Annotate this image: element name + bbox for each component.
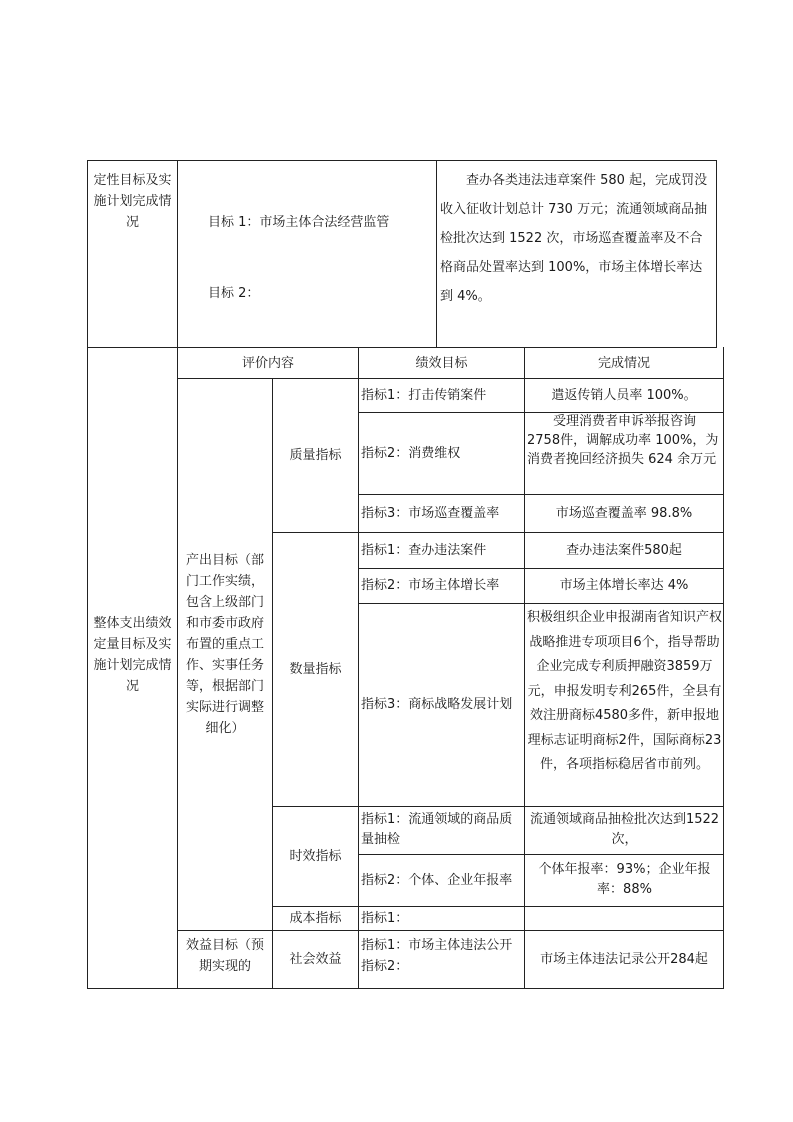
indicator-q2: 指标2：消费维权 [361,445,461,461]
result-n3: 积极组织企业申报湖南省知识产权战略推进专项项目6个，指导帮助企业完成专利质押融资3859万元，申报发明专利265件，全县有效注册商标4580多件，新申报地理标志证明商标2件，国际商标23件，各项指标稳居省市前列。 [527,610,723,772]
qualitative-label: 定性目标及实施计划完成情况 [93,173,172,230]
header-content: 评价内容 [241,355,294,371]
header-result: 完成情况 [597,355,650,371]
benefit-goal: 效益目标（预期实现的 [185,938,264,974]
indicator-s1: 指标1：市场主体违法公开 [361,938,513,953]
qualitative-result: 查办各类违法违章案件 580 起，完成罚没收入征收计划总计 730 万元；流通领域商品抽检批次达到 1522 次，市场巡查覆盖率及不合格商品处置率达到 100%，市场主体增长率达到 4%。 [440,173,708,304]
indicator-n2: 指标2：市场主体增长率 [361,578,500,593]
section-label: 整体支出绩效定量目标及实施计划完成情况 [93,616,172,694]
indicator-q1: 指标1：打击传销案件 [361,387,487,403]
category-cost: 成本指标 [289,910,342,926]
indicator-s2: 指标2： [361,959,409,974]
indicator-n3: 指标3：商标战略发展计划 [361,697,513,712]
category-quality: 质量指标 [289,447,342,463]
indicator-t2: 指标2：个体、企业年报率 [361,872,513,888]
result-q1: 遣返传销人员率 100%。 [551,387,697,403]
indicator-n1: 指标1：查办违法案件 [361,542,487,558]
category-quantity: 数量指标 [289,661,342,677]
header-target: 绩效目标 [415,355,468,371]
result-q2: 受理消费者申诉举报咨询2758件，调解成功率 100%，为消费者挽回经济损失 624 余万元 [527,414,719,467]
indicator-t1: 指标1：流通领域的商品质量抽检 [361,812,513,847]
goal-2: 目标 2： [208,286,260,301]
category-social: 社会效益 [289,951,342,967]
category-timeliness: 时效指标 [289,848,342,864]
goal-1: 目标 1：市场主体合法经营监管 [208,215,390,230]
indicator-q3: 指标3：市场巡查覆盖率 [361,505,500,521]
result-t1: 流通领域商品抽检批次达到1522次， [529,812,720,847]
indicator-c1: 指标1： [361,910,409,926]
result-c1 [526,906,722,930]
result-n2: 市场主体增长率达 4% [559,578,689,593]
result-n1: 查办违法案件580起 [566,542,682,558]
output-goal: 产出目标（部门工作实绩，包含上级部门和市委市政府布置的重点工作、实事任务等，根据部门实际进行调整细化） [185,553,264,736]
result-q3: 市场巡查覆盖率 98.8% [555,505,693,521]
result-s1: 市场主体违法记录公开284起 [540,951,708,967]
result-t2: 个体年报率：93%；企业年报率：88% [538,862,711,897]
